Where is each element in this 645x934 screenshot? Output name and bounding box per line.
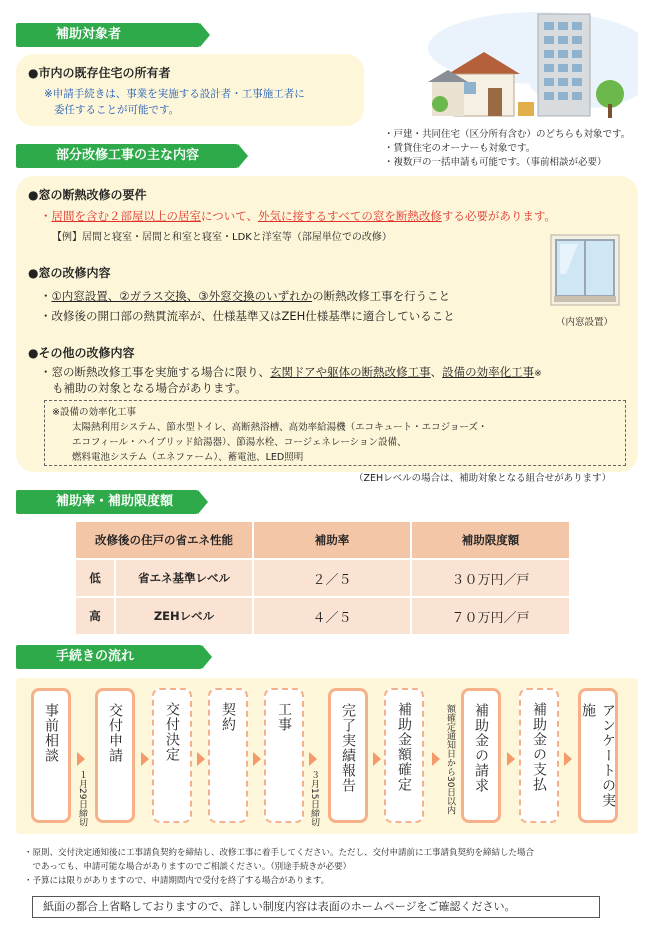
col-header-performance: 改修後の住戸の省エネ性能 [75,521,253,559]
mod-heading: ●窓の改修内容 [28,266,111,280]
flow-step [208,688,248,823]
target-bullet-1: ・戸建・共同住宅（区分所有含む）のどちらも対象です。 [384,129,631,140]
flow-step [31,688,71,823]
equip-note: （ZEHレベルの場合は、補助対象となる組合せがあります） [354,473,612,484]
equip-line2: エコフィール・ハイブリッド給湯器）、節湯水栓、コージェネレーション設備、 [72,437,407,448]
flow-step [152,688,192,823]
grade-cell: 低 [75,559,115,597]
other-a: ・窓の断熱改修工事を実施する場合に限り、 [40,365,270,379]
col-header-limit: 補助限度額 [411,521,570,559]
flow-step [519,688,559,823]
window-caption: （内窓設置） [556,317,614,328]
target-note-line1: ※申請手続きは、事業を実施する設計者・工事施工者に [44,88,305,100]
flow-step-label: 補助金の支払 [531,702,547,792]
equip-title: ※設備の効率化工事 [52,407,136,418]
rate-cell: ２／５ [253,559,411,597]
col-header-rate: 補助率 [253,521,411,559]
deadline-note-3: 額確定通知日から30日以内 [445,704,455,815]
content-panel [16,176,638,472]
table-row [75,559,570,597]
flow-step-label: 工事 [276,702,292,732]
other-heading: ●その他の改修内容 [28,346,135,360]
other-b: 、 [430,365,443,379]
section-title: 補助率・補助限度額 [56,494,174,509]
table-row [75,597,570,635]
section-header-target [16,23,200,47]
rate-cell: ４／５ [253,597,411,635]
req-mid: について、 [201,209,259,223]
mod-line2: ・改修後の開口部の熱貫流率が、仕様基準又はZEH仕様基準に適合していること [40,309,455,323]
flow-step-label: アンケートの実施 [580,703,616,808]
flow-step [264,688,304,823]
flow-arrow [253,752,261,766]
mod-end: の断熱改修工事を行うこと [312,289,451,303]
target-panel [16,54,364,126]
flow-arrow [507,752,515,766]
flow-arrow [432,752,440,766]
flow-step [384,688,424,823]
target-heading: ●市内の既存住宅の所有者 [28,66,171,80]
flow-step-label: 交付決定 [164,702,180,762]
equip-line1: 太陽熱利用システム、節水型トイレ、高断熱浴槽、高効率給湯機（エコキュート・エコジョーズ・ [72,422,488,433]
deadline-note-2: ３月15日締切 [309,770,319,827]
flow-arrow [141,752,149,766]
flow-arrow [309,752,317,766]
level-cell: 省エネ基準レベル [115,559,253,597]
mod-prefix: ・ [40,289,52,303]
mod-options: ①内窓設置、②ガラス交換、③外窓交換のいずれか [51,289,313,303]
other-equip: 設備の効率化工事 [442,365,535,379]
other-door: 玄関ドアや躯体の断熱改修工事 [270,365,431,379]
limit-cell: ７０万円／戸 [411,597,570,635]
flow-note-3: ・予算には限りがありますので、申請期間内で受付を終了する場合があります。 [24,876,330,886]
target-bullet-2: ・賃貸住宅のオーナーも対象です。 [384,143,536,154]
req-example: 【例】居間と寝室・居間と和室と寝室・LDKと洋室等（部屋単位での改修） [52,232,392,243]
section-header-flow [16,645,202,669]
flow-step [95,688,135,823]
other-line2: も補助の対象となる場合があります。 [52,381,247,395]
flow-step-label: 事前相談 [43,703,59,763]
mod-line1 [40,288,450,304]
flow-step-label: 補助金の請求 [473,703,489,793]
footer-note: 紙面の都合上省略しておりますので、詳しい制度内容は表面のホームページをご確認ください。 [32,896,600,918]
flow-step [578,688,618,823]
req-end: する必要があります。 [441,209,556,223]
section-title: 手続きの流れ [56,649,135,664]
section-title: 補助対象者 [56,27,122,42]
flow-arrow [197,752,205,766]
section-title: 部分改修工事の主な内容 [56,148,200,163]
flow-step-label: 契約 [220,702,236,732]
flow-step [461,688,501,823]
flow-step-label: 交付申請 [107,703,123,763]
grade-cell: 高 [75,597,115,635]
req-line [40,208,556,224]
limit-cell: ３０万円／戸 [411,559,570,597]
req-rooms: 居間を含む２部屋以上の居室 [51,209,201,223]
equip-line3: 燃料電池システム（エネファーム）、蓄電池、LED照明 [72,452,304,463]
deadline-note-1: １月29日締切 [77,770,87,827]
table-header-row [75,521,570,559]
subsidy-rate-table [74,520,571,636]
flow-note-2: であっても、申請可能な場合がありますのでご相談ください。（別途手続きが必要） [24,862,352,872]
level-cell: ZEHレベル [115,597,253,635]
flow-arrow [373,752,381,766]
target-note-line2: 委任することが可能です。 [54,104,180,116]
req-heading: ●窓の断熱改修の要件 [28,188,147,202]
req-windows: 外気に接するすべての窓を断熱改修 [258,209,442,223]
flow-arrow [564,752,572,766]
section-header-content [16,144,238,168]
flow-note-1: ・原則、交付決定通知後に工事請負契約を締結し、改修工事に着手してください。ただし、交付申請前に工事請負契約を締結した場合 [24,848,535,858]
other-line1 [40,364,542,380]
buildings-illustration [388,8,638,123]
flow-step-label: 補助金額確定 [396,702,412,792]
other-c: ※ [534,369,542,379]
req-bullet: ・ [40,209,52,223]
flow-step-label: 完了実績報告 [340,703,356,793]
section-header-rate [16,490,198,514]
flow-step [328,688,368,823]
flow-arrow [77,752,85,766]
target-bullet-3: ・複数戸の一括申請も可能です。（事前相談が必要） [384,157,607,168]
inner-window-illustration [550,234,620,306]
